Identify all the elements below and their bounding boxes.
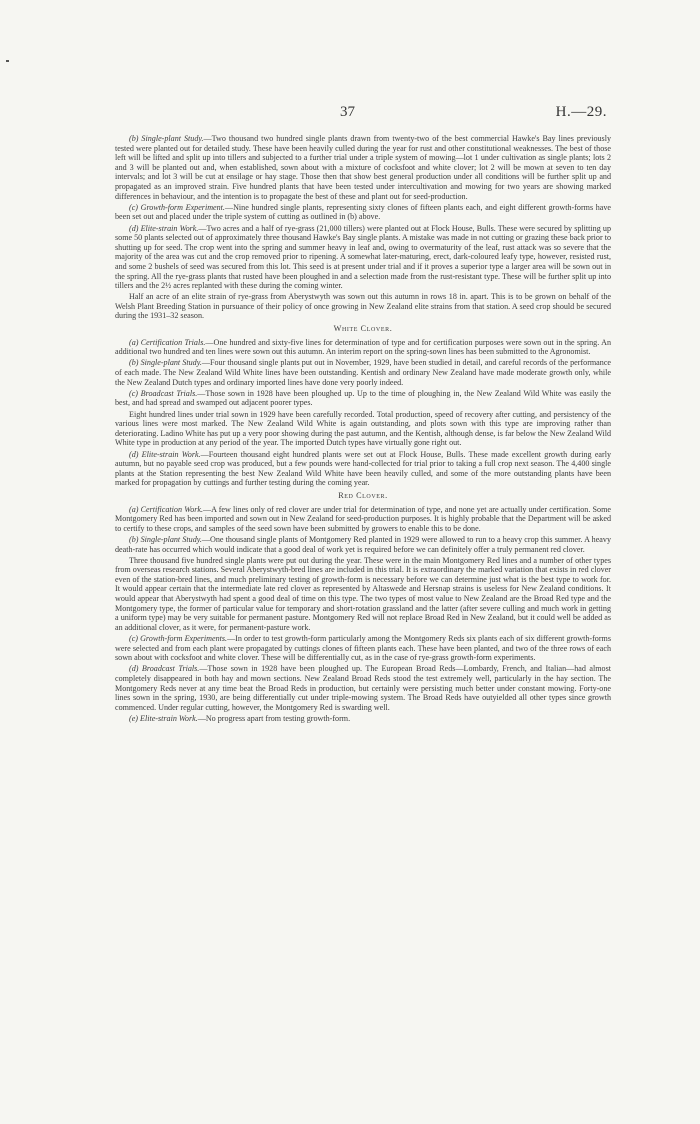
paragraph xyxy=(115,410,611,448)
paragraph-text: —A few lines only of red clover are under trial for determination of type, and none yet are actually under certification. Some Montgomery Red has been imported and sown out in New Zealand for seed-production purposes. It is highly probable that the Department will be asked to certify to these crops, and samples of the seed sown have been submitted by growers to enable this to be done. xyxy=(115,504,611,533)
page-number: 37 xyxy=(340,104,355,120)
paragraph-text: —Nine hundred single plants, representing sixty clones of fifteen plants each, and eight different growth-forms have been set out and placed under the triple system of cutting as outlined in (b) above. xyxy=(115,202,612,222)
paragraph xyxy=(115,292,611,321)
paragraph-label: (d) Elite-strain Work. xyxy=(129,449,201,459)
paragraph xyxy=(115,505,611,534)
section-heading-white-clover: White Clover. xyxy=(333,324,393,334)
page-code: H.—29. xyxy=(555,104,607,120)
paragraph xyxy=(115,389,611,408)
paragraph-text: —One thousand single plants of Montgomery Red planted in 1929 were allowed to run to a heavy crop this summer. A heavy death-rate has occurred which would indicate that a good deal of work yet is required before we can definitely offer a truly permanent red clover. xyxy=(115,534,611,554)
paragraph-text: —Those sown in 1928 have been ploughed up. The European Broad Reds—Lombardy, French, and Italian—had almost completely disappeared in both hay and mown sections. New Zealand Broad Reds stood the test extremely well, particularly in the hay section. The Montgomery Reds never at any time beat the Broad Reds in production, but certainly were persisting much better under constant mowing. Forty-one lines sown in the spring, 1930, are being differentially cut under triple-mowing system. The Broad Reds have outyielded all other types since growth commenced. Under regular cutting, however, the Montgomery Red is swarding well. xyxy=(115,664,611,712)
paragraph xyxy=(115,634,611,663)
paragraph-text: —Those sown in 1928 have been ploughed up. Up to the time of ploughing in, the New Zealand Wild White was easily the best, and had spread and swamped out adjacent poorer types. xyxy=(115,388,611,408)
paragraph-text: —Four thousand single plants put out in November, 1929, have been studied in detail, and careful records of the performance of each made. The New Zealand Wild White lines have been outstanding. Kentish and ordinary New Zealand have made moderate growth only, while the New Zealand Dutch types and ordinary imported lines have done very poorly indeed. xyxy=(115,358,612,387)
paragraph-label: (c) Broadcast Trials. xyxy=(129,388,198,398)
paragraph-text: —Two thousand two hundred single plants drawn from twenty-two of the best commercial Hawke's Bay lines previously tested were planted out for detailed study. These have been heavily culled during the year for rust and other constitutional weaknesses. The best of those left will be lifted and split up into tillers and subjected to a further trial under a triple system of mowing—lot 1 under cultivation as single plants; lots 2 and 3 will be planted out and, when established, sown about with a mixture of cocksfoot and white clover; lot 2 will be mown at seven to ten day intervals; and lot 3 will be cut at ensilage or hay stage. Those then that show best general production under all conditions will be further split up and propagated as an improved strain. Five hundred plants that have been tested under intercultivation and mowing for two years are showing marked differences in behaviour, and the intention is to propagate the best of these and plant out for seed-production. xyxy=(115,134,612,201)
paragraph xyxy=(115,664,611,712)
paragraph-label: (b) Single-plant Study. xyxy=(129,358,202,368)
paragraph xyxy=(115,556,611,633)
paragraph-text: —Fourteen thousand eight hundred plants were set out at Flock House, Bulls. These made excellent growth during early autumn, but no payable seed crop was produced, but a few pounds were hand-collected for trial prior to taking a full crop next season. The 4,400 single plants at the Station representing the best New Zealand Wild White have been heavily culled, and some of the more outstanding plants have been marked for propagation by cuttings and further testing during the coming year. xyxy=(115,449,611,488)
paragraph-label: (a) Certification Trials. xyxy=(129,337,206,347)
paragraph-text: —Two acres and a half of rye-grass (21,000 tillers) were planted out at Flock House, Bulls. These were secured by splitting up some 50 plants selected out of approximately three thousand Hawke's Bay single plants. A mistake was made in not cutting or grazing these back prior to shutting up for seed. The crop went into the spring and summer heavy in leaf and, owing to overmaturity of the leaf, rust attack was so severe that the majority of the area was cut and the crop removed prior to ripening. A somewhat later-maturing, erect, dark-coloured leafy type, however, resisted rust, and some 2 bushels of seed was secured from this lot. This seed is at present under trial and if it proves a superior type a larger area will be sown out in the spring. All the rye-grass plants that rusted have been ploughed in and a selection made from the rust-resistant type. These will be further split up into tillers and the 2½ acres replanted with these during the coming winter. xyxy=(115,223,611,291)
paragraph xyxy=(115,224,611,291)
paragraph-label: (b) Single-plant Study. xyxy=(129,534,202,544)
paragraph-text: Three thousand five hundred single plants were put out during the year. These were in the main Montgomery Red lines and a number of other types from overseas research stations. Several Aberystwyth-bred lines are included in this trial. It is extraordinary the marked variation that exists in red clover even of the station-bred lines, and much preliminary testing of growth-form is necessary before we can determine just what is the best type to work for. It would appear certain that the intermediate late red clover as represented by Altaswede and Hersnap strains is useless for New Zealand conditions. It would appear that Aberystwyth had spent a good deal of time on this type. The two types of most value to New Zealand are the Broad Red type and the Montgomery type, the former of particular value for temporary and short-rotation grassland and the latter (after severe culling and much work in getting a uniform type) may be very suitable for permanent pasture. Montgomery Red will not replace Broad Red in New Zealand, but it could well be added as an additional clover, as it were, for permanent-pasture work. xyxy=(115,555,611,632)
paragraph-label: (d) Broadcast Trials. xyxy=(129,664,200,674)
paragraph xyxy=(115,338,611,357)
paragraph xyxy=(115,134,611,201)
section-heading-red-clover: Red Clover. xyxy=(338,490,388,500)
paragraph-text: —In order to test growth-form particularly among the Montgomery Reds six plants each of six different growth-forms were selected and from each plant were propagated by cuttings clones of fifteen plants each. These have been planted, and two of the three rows of each sown about with cocksfoot and white clover. These will be differentially cut, as in the case of rye-grass growth-form experiments. xyxy=(115,634,611,663)
paragraph xyxy=(115,358,611,387)
paragraph xyxy=(115,203,611,222)
paragraph xyxy=(115,535,611,554)
paragraph-label: (c) Growth-form Experiment. xyxy=(129,202,225,212)
paragraph-text: —No progress apart from testing growth-form. xyxy=(197,713,351,723)
paragraph xyxy=(115,450,611,488)
paragraph-label: (e) Elite-strain Work. xyxy=(129,713,198,723)
body-text xyxy=(115,134,611,725)
scan-mark xyxy=(6,60,9,62)
paragraph-label: (a) Certification Work. xyxy=(129,504,204,514)
paragraph-text: Eight hundred lines under trial sown in 1929 have been carefully recorded. Total production, speed of recovery after cutting, and persistency of the various lines were most marked. The New Zealand Wild White is again outstanding, and plots sown with this type are improving rather than deteriorating. Ladino White has put up a very poor showing during the past autumn, and the Kentish, although dense, is far below the New Zealand Wild White type in production at any period of the year. The imported Dutch types have virtually gone right out. xyxy=(115,409,611,448)
paragraph-label: (d) Elite-strain Work. xyxy=(129,223,199,233)
paragraph xyxy=(115,714,611,724)
paragraph-text: Half an acre of an elite strain of rye-grass from Aberystwyth was sown out this autumn in rows 18 in. apart. This is to be grown on behalf of the Welsh Plant Breeding Station in pursuance of their policy of once growing in New Zealand elite strains from that station. A seed crop should be secured during the 1931–32 season. xyxy=(115,292,611,321)
paragraph-label: (c) Growth-form Experiments. xyxy=(129,634,228,644)
paragraph-text: —One hundred and sixty-five lines for determination of type and for certification purposes were sown out in the spring. An additional two hundred and ten lines were sown out this autumn. An interim report on the spring-sown lines has been submitted to the Agronomist. xyxy=(115,337,611,357)
paragraph-label: (b) Single-plant Study. xyxy=(129,134,204,143)
